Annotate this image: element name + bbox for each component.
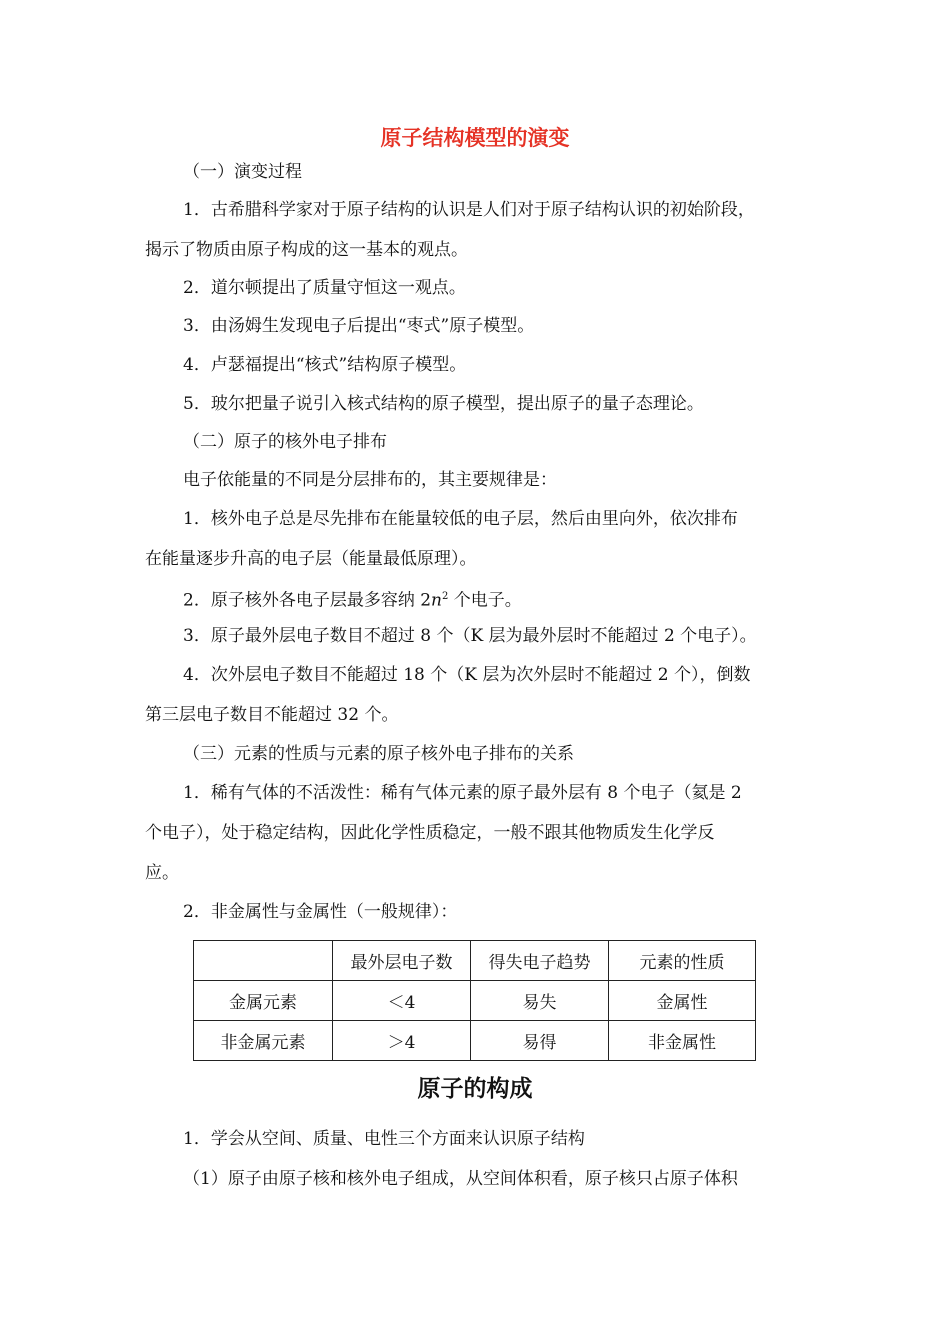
properties-item-1: 1．稀有气体的不活泼性：稀有气体元素的原子最外层有 8 个电子（氦是 2 [183,783,742,803]
section-heading-electron-arrangement: （二）原子的核外电子排布 [183,432,387,452]
properties-item-2: 2．非金属性与金属性（一般规律）： [183,902,458,922]
evolution-item-5: 5．玻尔把量子说引入核式结构的原子模型，提出原子的量子态理论。 [183,394,704,414]
composition-item-1: 1．学会从空间、质量、电性三个方面来认识原子结构 [183,1129,585,1149]
page-title: 原子结构模型的演变 [380,125,570,150]
table-cell: 易得 [471,1021,609,1061]
table-cell: ＞4 [333,1021,471,1061]
table-header-cell: 元素的性质 [609,941,756,981]
arrangement-rule-1: 1．核外电子总是尽先排布在能量较低的电子层，然后由里向外，依次排布 [183,509,738,529]
table-header-cell [194,941,333,981]
table-header-cell: 最外层电子数 [333,941,471,981]
table-row [194,1021,756,1061]
table-header-row [194,941,756,981]
properties-item-1-cont: 个电子），处于稳定结构，因此化学性质稳定，一般不跟其他物质发生化学反 [145,823,715,843]
arrangement-rule-4: 4．次外层电子数目不能超过 18 个（K 层为次外层时不能超过 2 个），倒数 [183,665,751,685]
composition-item-1-1: （1）原子由原子核和核外电子组成，从空间体积看，原子核只占原子体积 [183,1169,738,1189]
section-heading-properties: （三）元素的性质与元素的原子核外电子排布的关系 [183,744,574,764]
table-cell: ＜4 [333,981,471,1021]
arrangement-intro: 电子依能量的不同是分层排布的，其主要规律是： [183,470,557,490]
section-title-atom-composition: 原子的构成 [417,1075,533,1102]
arrangement-rule-1-cont: 在能量逐步升高的电子层（能量最低原理）。 [145,549,477,569]
arrangement-rule-4-cont: 第三层电子数目不能超过 32 个。 [145,705,399,725]
arrangement-rule-3: 3．原子最外层电子数目不超过 8 个（K 层为最外层时不能超过 2 个电子）。 [183,626,757,646]
evolution-item-1: 1．古希腊科学家对于原子结构的认识是人们对于原子结构认识的初始阶段， [183,200,755,220]
evolution-item-3: 3．由汤姆生发现电子后提出“枣式”原子模型。 [183,316,535,336]
table-cell: 非金属性 [609,1021,756,1061]
evolution-item-2: 2．道尔顿提出了质量守恒这一观点。 [183,278,466,298]
evolution-item-1-cont: 揭示了物质由原子构成的这一基本的观点。 [145,240,468,260]
table-header-cell: 得失电子趋势 [471,941,609,981]
properties-item-1-end: 应。 [145,863,179,883]
metal-nonmetal-table [193,940,756,1061]
table-cell: 金属性 [609,981,756,1021]
table-row [194,981,756,1021]
arrangement-rule-2: 2．原子核外各电子层最多容纳 $2n^2$ 个电子。 [183,590,522,611]
table-cell: 金属元素 [194,981,333,1021]
table-cell: 易失 [471,981,609,1021]
table-cell: 非金属元素 [194,1021,333,1061]
section-heading-evolution: （一）演变过程 [183,162,302,182]
evolution-item-4: 4．卢瑟福提出“核式”结构原子模型。 [183,355,467,375]
